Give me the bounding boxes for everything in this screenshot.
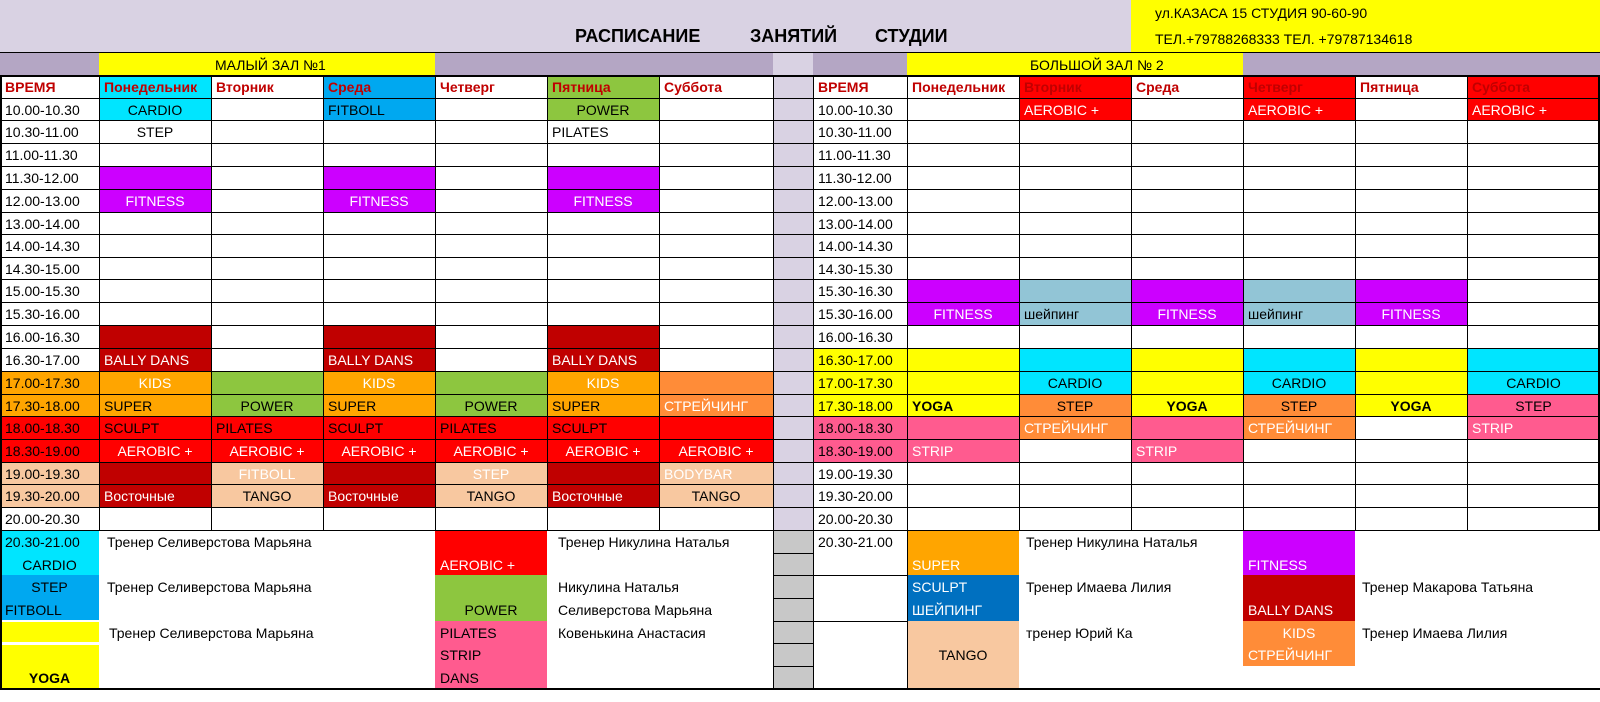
trainer-text: Тренер Макарова Татьяна: [1362, 579, 1534, 595]
time-slot: 11.30-12.00: [818, 170, 892, 186]
class-label: FITNESS: [125, 193, 185, 209]
header-day: Среда: [1136, 79, 1180, 95]
class-label: FITBOLL: [238, 466, 296, 482]
time-slot: 16.00-16.30: [5, 329, 80, 345]
header-day: Вторник: [216, 79, 274, 95]
time-slot: 16.30-17.00: [5, 352, 80, 368]
header-day: Суббота: [1472, 79, 1531, 95]
grid-line: [0, 120, 1600, 121]
class-label: FITBOLL: [328, 102, 385, 118]
header-day: Суббота: [664, 79, 723, 95]
class-label: шейпинг: [1248, 306, 1304, 322]
class-label: AEROBIC +: [453, 443, 529, 459]
class-label: SCULPT: [104, 420, 160, 436]
class-label: танцы Взр.: [552, 511, 624, 527]
class-label: POWER: [464, 398, 518, 414]
grid-line: [0, 257, 1600, 258]
time-slot: 14.00-14.30: [818, 238, 893, 254]
time-slot: 15.30-16.00: [5, 306, 80, 322]
time-slot: 10.00-10.30: [818, 102, 893, 118]
grid-line: [0, 371, 1600, 372]
class-label: FITNESS: [349, 193, 409, 209]
time-slot: 11.00-11.30: [818, 147, 891, 163]
class-label: DANS: [912, 466, 951, 482]
class-label: POWER: [464, 602, 518, 618]
class-label: AEROBIC +: [341, 443, 417, 459]
class-label: KIDS: [586, 375, 620, 391]
class-label: СТРЕЙЧИНГ: [1024, 420, 1109, 436]
header-time: ВРЕМЯ: [818, 79, 869, 95]
trainer-text: тренер Юрий Ка: [1026, 625, 1133, 641]
class-label: СТРЕЙЧИНГ: [1248, 420, 1333, 436]
time-slot: 18.00-18.30: [818, 420, 893, 436]
class-label: AEROBIC +: [440, 557, 516, 573]
grid-line: [0, 507, 1600, 508]
time-slot: 20.30-21.00: [5, 534, 80, 550]
title-word: ЗАНЯТИЙ: [750, 26, 838, 46]
class-label: AEROBIC +: [565, 443, 641, 459]
class-label: Восточные: [328, 488, 399, 504]
class-label: POWER: [240, 398, 294, 414]
band-seg: [435, 52, 907, 75]
time-slot: 19.30-20.00: [5, 488, 80, 504]
class-label: СТРЕЙЧИНГ: [664, 398, 749, 414]
class-label: SCULPT: [912, 579, 968, 595]
time-slot: 10.00-10.30: [5, 102, 80, 118]
class-label: танцы Взр.: [328, 511, 400, 527]
class-label: Восточные: [552, 488, 623, 504]
time-slot: 20.00-20.30: [5, 511, 80, 527]
class-label: YOGA: [912, 398, 954, 414]
class-label: POWER: [576, 102, 630, 118]
time-slot: 19.00-19.30: [818, 466, 893, 482]
class-label: BALLY DANS: [104, 352, 190, 368]
grid-line: [813, 575, 907, 576]
grid-line: [0, 279, 1600, 280]
class-label: STRIP: [440, 647, 482, 663]
grid-line: [0, 688, 1600, 690]
class-label: STEP: [472, 466, 510, 482]
header-day: Пятница: [552, 79, 611, 95]
class-label: AEROBIC +: [117, 443, 193, 459]
class-label: CARDIO: [1271, 375, 1327, 391]
time-slot: 11.00-11.30: [5, 147, 78, 163]
class-label: STEP: [136, 124, 174, 140]
class-label: KIDS: [138, 375, 172, 391]
grid-line: [0, 166, 1600, 167]
class-label: FITNESS: [1381, 306, 1441, 322]
time-slot: 18.00-18.30: [5, 420, 80, 436]
time-slot: 17.00-17.30: [5, 375, 80, 391]
band-seg: [1243, 52, 1600, 75]
class-label: CARDIO: [22, 557, 77, 573]
class-label: DANS: [1136, 466, 1175, 482]
class-label: CARDIO: [1047, 375, 1103, 391]
band-seg: [0, 52, 99, 75]
time-slot: 10.30-11.00: [818, 124, 892, 140]
class-label: PILATES: [216, 420, 273, 436]
header-day: Вторник: [1024, 79, 1082, 95]
class-label: SCULPT: [552, 420, 608, 436]
time-slot: 14.30-15.30: [818, 261, 893, 277]
class-label: BODYBAR: [664, 466, 733, 482]
trainer-text: Селиверстова Марьяна: [558, 602, 713, 618]
trainer-text: Никулина Наталья: [558, 579, 679, 595]
header-day: Понедельник: [912, 79, 1006, 95]
grid-line: [773, 553, 813, 554]
header-day: Пятница: [1360, 79, 1419, 95]
class-label: TANGO: [691, 488, 741, 504]
separator-column: [773, 52, 813, 530]
class-label: STEP: [1515, 398, 1552, 414]
grid-line: [0, 143, 1600, 144]
grid-line: [773, 666, 813, 667]
class-label: BALLY DANS: [1248, 602, 1334, 618]
time-slot: 16.00-16.30: [818, 329, 893, 345]
time-slot: 15.30-16.30: [818, 283, 893, 299]
class-label: PILATES: [552, 124, 609, 140]
time-slot: 16.30-17.00: [818, 352, 893, 368]
class-label: STEP: [31, 579, 68, 595]
grid-line: [0, 98, 1600, 99]
class-label: FITNESS: [1157, 306, 1217, 322]
class-label: SUPER: [328, 398, 377, 414]
grid-line: [0, 212, 1600, 213]
class-label: STRIP: [912, 443, 954, 459]
class-label: SUPER: [104, 398, 153, 414]
class-label: СТРЕЙЧИНГ: [1248, 647, 1333, 663]
class-label: SCULPT: [328, 420, 384, 436]
time-slot: 12.00-13.00: [818, 193, 893, 209]
grid-line: [0, 348, 1600, 349]
trainer-text: Тренер Селиверстова Марьяна: [109, 625, 314, 641]
class-label: FITNESS: [1248, 557, 1308, 573]
header-time: ВРЕМЯ: [5, 79, 56, 95]
trainer-text: Тренер Никулина Наталья: [1026, 534, 1198, 550]
class-label: TANGO: [242, 488, 292, 504]
class-label: AEROBIC +: [229, 443, 305, 459]
class-label: STEP: [1056, 398, 1094, 414]
header-day: Четверг: [1248, 79, 1303, 95]
class-label: BALLY DANS: [328, 352, 414, 368]
grid-line: [813, 530, 814, 688]
time-slot: 15.00-15.30: [5, 283, 80, 299]
class-label: танцы Взр.: [104, 511, 176, 527]
class-label: AEROBIC +: [678, 443, 754, 459]
header-day: Четверг: [440, 79, 495, 95]
class-label: YOGA: [1166, 398, 1208, 414]
phone-text: ТЕЛ.+79788268333 ТЕЛ. +79787134618: [1155, 31, 1413, 47]
class-label: STRIP: [1136, 443, 1178, 459]
address-text: ул.КАЗАСА 15 СТУДИЯ 90-60-90: [1155, 5, 1368, 21]
hall-2-label: БОЛЬШОЙ ЗАЛ № 2: [1030, 57, 1164, 73]
grid-line: [0, 189, 1600, 190]
class-label: KIDS: [1282, 625, 1316, 641]
time-slot: 11.30-12.00: [5, 170, 79, 186]
class-label: FITNESS: [933, 306, 993, 322]
time-slot: 13.00-14.00: [818, 216, 893, 232]
class-label: FITBOLL: [5, 602, 62, 618]
time-slot: 13.00-14.00: [5, 216, 80, 232]
class-label: FITNESS: [573, 193, 633, 209]
time-slot: 15.30-16.00: [818, 306, 893, 322]
class-label: SUPER: [552, 398, 601, 414]
class-label: шейпинг: [1024, 306, 1080, 322]
class-label: STEP: [1280, 398, 1318, 414]
gap: [0, 642, 99, 645]
trainer-text: Тренер Селиверстова Марьяна: [107, 579, 312, 595]
class-label: PILATES: [440, 625, 497, 641]
time-slot: 20.00-20.30: [818, 511, 893, 527]
title-word: РАСПИСАНИЕ: [575, 26, 701, 46]
time-slot: 20.30-21.00: [818, 534, 893, 550]
class-label: YOGA: [1390, 398, 1432, 414]
header-day: Понедельник: [104, 79, 198, 95]
trainer-text: Тренер Никулина Наталья: [558, 534, 730, 550]
time-slot: 17.30-18.00: [5, 398, 80, 414]
class-label: Здоровье: [328, 216, 391, 232]
trainer-text: Тренер Имаева Лилия: [1026, 579, 1172, 595]
class-label: DANS: [440, 670, 479, 686]
hall-1-label: МАЛЫЙ ЗАЛ №1: [215, 57, 326, 73]
time-slot: 14.30-15.00: [5, 261, 80, 277]
class-label: AEROBIC +: [1248, 102, 1324, 118]
time-slot: 19.00-19.30: [5, 466, 80, 482]
class-label: CARDIO: [127, 102, 183, 118]
header-day: Среда: [328, 79, 372, 95]
trainer-text: Тренер Селиверстова Марьяна: [107, 534, 312, 550]
class-label: BALLY DANS: [552, 352, 638, 368]
class-label: KIDS: [362, 375, 396, 391]
class-label: Здоровье: [552, 216, 615, 232]
time-slot: 18.30-19.00: [818, 443, 893, 459]
time-slot: 17.00-17.30: [818, 375, 893, 391]
time-slot: 19.30-20.00: [818, 488, 893, 504]
class-label: CARDIO: [1506, 375, 1561, 391]
class-label: AEROBIC +: [1472, 102, 1548, 118]
class-label: TANGO: [938, 647, 988, 663]
time-slot: 14.00-14.30: [5, 238, 80, 254]
time-slot: 10.30-11.00: [5, 124, 79, 140]
class-label: PILATES: [440, 420, 497, 436]
class-label: AEROBIC +: [1024, 102, 1100, 118]
class-label: Восточные: [104, 488, 175, 504]
class-label: ШЕЙПИНГ: [912, 602, 983, 618]
class-label: STRIP: [1472, 420, 1514, 436]
trainer-text: Ковенькина Анастасия: [558, 625, 706, 641]
grid-line: [773, 75, 774, 530]
time-slot: 18.30-19.00: [5, 443, 80, 459]
grid-line: [0, 234, 1600, 235]
class-label: YOGA: [28, 670, 71, 686]
title-word: СТУДИИ: [875, 26, 948, 46]
time-slot: 12.00-13.00: [5, 193, 80, 209]
trainer-text: Тренер Имаева Лилия: [1362, 625, 1508, 641]
grid-line: [813, 621, 907, 622]
class-label: TANGO: [466, 488, 516, 504]
time-slot: 17.30-18.00: [818, 398, 893, 414]
grid-line: [0, 325, 1600, 326]
class-label: Здоровье: [104, 216, 167, 232]
class-label: DANS: [1472, 443, 1511, 459]
class-label: SUPER: [912, 557, 961, 573]
